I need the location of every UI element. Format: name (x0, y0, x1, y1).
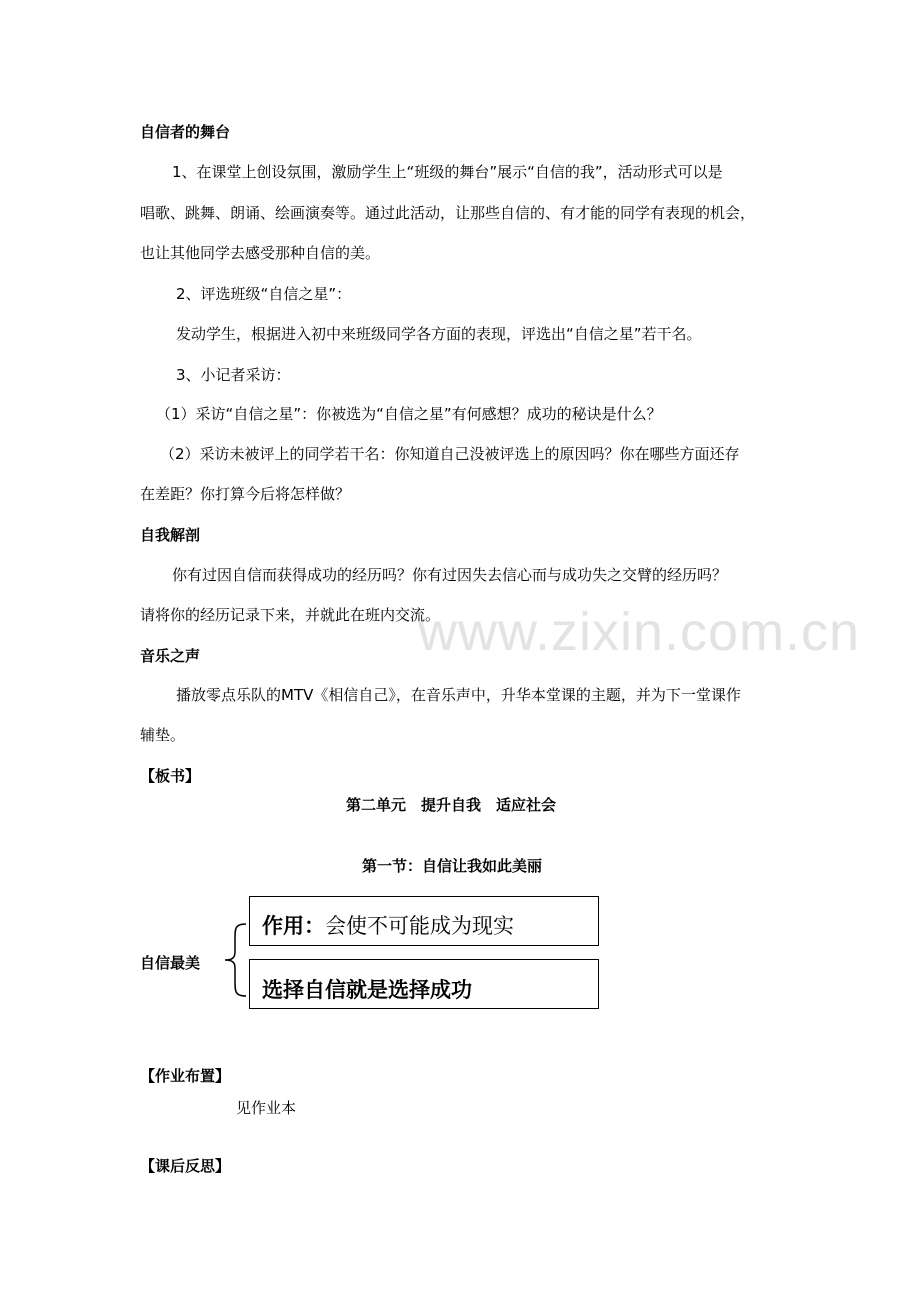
reflection-heading: 【课后反思】 (140, 1157, 231, 1175)
section-heading-self-analysis: 自我解剖 (140, 526, 201, 544)
list-item-title: 3、小记者采访： (176, 366, 291, 384)
paragraph-line: 请将你的经历记录下来，并就此在班内交流。 (140, 606, 441, 624)
question-line: （2）采访未被评上的同学若干名：你知道自己没被评选上的原因吗？你在哪些方面还存 (160, 445, 740, 463)
paragraph-line: 辅垫。 (140, 726, 186, 744)
box-text: 选择自信就是选择成功 (262, 978, 472, 1002)
board-left-label: 自信最美 (140, 954, 201, 972)
question-line: （1）采访“自信之星”：你被选为“自信之星”有何感想？成功的秘诀是什么？ (156, 405, 662, 423)
paragraph-line: 播放零点乐队的MTV《相信自己》，在音乐声中，升华本堂课的主题，并为下一堂课作 (176, 686, 741, 704)
list-item-title: 2、评选班级“自信之星”： (176, 285, 352, 303)
watermark: www.zixin.com.cn (418, 602, 861, 662)
question-line: 在差距？你打算今后将怎样做？ (140, 485, 351, 503)
section-heading-music: 音乐之声 (140, 647, 201, 665)
curly-brace-icon (220, 920, 250, 1000)
paragraph-line: 唱歌、跳舞、朗诵、绘画演奏等。通过此活动，让那些自信的、有才能的同学有表现的机会， (140, 204, 756, 222)
box-label: 作用： (262, 914, 325, 938)
paragraph-line: 也让其他同学去感受那种自信的美。 (140, 244, 381, 262)
lesson-title: 第一节：自信让我如此美丽 (362, 857, 543, 875)
board-box-effect (249, 896, 599, 946)
board-heading: 【板书】 (140, 767, 201, 785)
paragraph-line: 你有过因自信而获得成功的经历吗？你有过因失去信心而与成功失之交臂的经历吗？ (172, 566, 728, 584)
homework-text: 见作业本 (236, 1099, 297, 1117)
homework-heading: 【作业布置】 (140, 1067, 231, 1085)
paragraph-line: 发动学生，根据进入初中来班级同学各方面的表现，评选出“自信之星”若干名。 (176, 325, 702, 343)
box-text: 会使不可能成为现实 (325, 914, 514, 938)
paragraph-line: 1、在课堂上创设氛围，激励学生上“班级的舞台”展示“自信的我”，活动形式可以是 (172, 163, 723, 181)
section-heading-stage: 自信者的舞台 (140, 123, 231, 141)
board-box-choice (249, 959, 599, 1009)
unit-title: 第二单元 提升自我 适应社会 (346, 796, 557, 814)
